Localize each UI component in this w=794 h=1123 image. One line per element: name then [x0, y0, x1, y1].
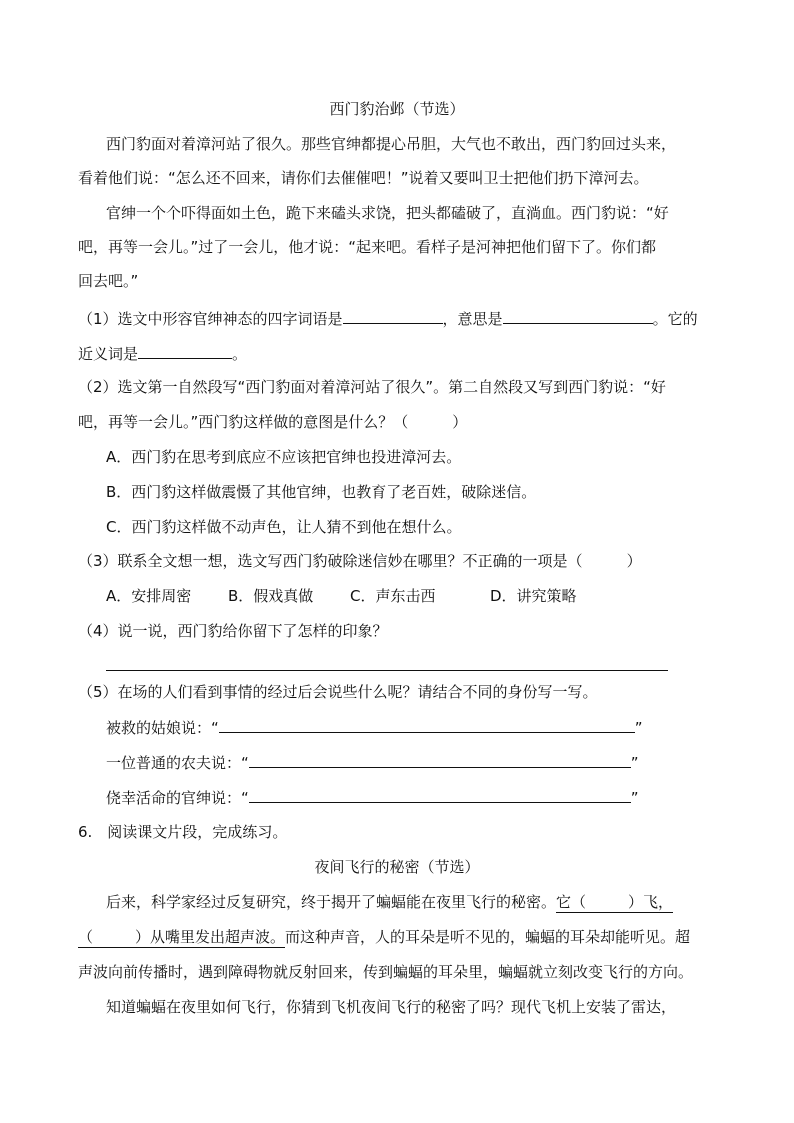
- question-5-response-1: [106, 716, 643, 739]
- question-2-line-2: [78, 411, 467, 433]
- question-5-response-3: [106, 786, 639, 809]
- passage-2-line-4: 知道蝙蝠在夜里如何飞行，你猜到飞机夜间飞行的秘密了吗？现代飞机上安装了雷达，: [106, 998, 677, 1016]
- question-1-text-e: 。: [232, 345, 248, 363]
- question-1-text-d: 近义词是: [78, 345, 139, 363]
- close-quote: ”: [630, 789, 639, 807]
- answer-blank-synonym[interactable]: [138, 342, 232, 359]
- question-6-heading: 6. 阅读课文片段，完成练习。: [78, 823, 288, 841]
- question-3-line-1: [78, 550, 642, 572]
- question-1-text-c: 。它的: [652, 310, 698, 328]
- passage-2-text-a: 后来，科学家经过反复研究，终于揭开了蝙蝠能在夜里飞行的秘密。: [106, 893, 557, 911]
- paragraph-2-line-3: 回去吧。”: [78, 272, 139, 290]
- question-2-text: 吧，再等一会儿。”西门豹这样做的意图是什么？（: [78, 413, 409, 431]
- paragraph-2-line-2: 吧，再等一会儿。”过了一会儿，他才说：“起来吧。看样子是河神把他们留下了。你们都: [78, 238, 657, 256]
- question-1-line-1: [78, 307, 698, 330]
- passage-2-text-b: 而这种声音，人的耳朵是听不见的，蝙蝠的耳朵却能听见。超: [285, 928, 691, 946]
- passage-2-line-1: [106, 891, 673, 913]
- answer-line-q4[interactable]: [106, 670, 668, 671]
- response-label-official: 侥幸活命的官绅说：“: [106, 789, 249, 807]
- response-label-girl: 被救的姑娘说：“: [106, 719, 219, 737]
- answer-blank-meaning[interactable]: [503, 307, 653, 324]
- answer-line-official[interactable]: [249, 786, 631, 803]
- question-3-option-c[interactable]: C．声东击西: [350, 587, 436, 605]
- question-3-option-b[interactable]: B．假戏真做: [228, 587, 314, 605]
- answer-line-farmer[interactable]: [249, 751, 631, 768]
- underlined-sentence-a: 它（ ）飞，: [556, 893, 674, 911]
- response-label-farmer: 一位普通的农夫说：“: [106, 754, 249, 772]
- paragraph-1-line-1: 西门豹面对着漳河站了很久。那些官绅都提心吊胆，大气也不敢出，西门豹回过头来，: [106, 135, 677, 153]
- answer-line-girl[interactable]: [219, 716, 635, 733]
- question-4-line-1: （4）说一说，西门豹给你留下了怎样的印象？: [78, 622, 388, 640]
- question-1-text-b: ，意思是: [442, 310, 503, 328]
- passage-2-line-2: [78, 926, 690, 948]
- question-2-option-c[interactable]: C．西门豹这样做不动声色，让人猜不到他在想什么。: [106, 518, 462, 536]
- question-2-option-a[interactable]: A．西门豹在思考到底应不应该把官绅也投进漳河去。: [106, 448, 462, 466]
- close-quote: ”: [630, 754, 639, 772]
- close-quote: ”: [634, 719, 643, 737]
- question-3-option-d[interactable]: D．讲究策略: [490, 587, 577, 605]
- passage-2-title: 夜间飞行的秘密（节选）: [314, 858, 480, 876]
- paragraph-1-line-2: 看着他们说：“怎么还不回来，请你们去催催吧！”说着又要叫卫士把他们扔下漳河去。: [78, 169, 649, 187]
- question-5-response-2: [106, 751, 639, 774]
- passage-title: 西门豹治邺（节选）: [329, 100, 465, 118]
- question-1-line-2: [78, 342, 247, 365]
- question-1-text-a: （1）选文中形容官绅神态的四字词语是: [78, 310, 343, 328]
- paragraph-2-line-1: 官绅一个个吓得面如土色，跪下来磕头求饶，把头都磕破了，直淌血。西门豹说：“好: [106, 204, 669, 222]
- answer-blank-phrase[interactable]: [343, 307, 443, 324]
- question-3-text: （3）联系全文想一想，选文写西门豹破除迷信妙在哪里？不正确的一项是（: [78, 552, 583, 570]
- question-5-line-1: （5）在场的人们看到事情的经过后会说些什么呢？请结合不同的身份写一写。: [78, 683, 598, 701]
- question-2-option-b[interactable]: B．西门豹这样做震慑了其他官绅，也教育了老百姓，破除迷信。: [106, 483, 537, 501]
- question-2-line-1: （2）选文第一自然段写“西门豹面对着漳河站了很久”。第二自然段又写到西门豹说：“好: [78, 378, 666, 396]
- passage-2-line-3: 声波向前传播时，遇到障碍物就反射回来，传到蝙蝠的耳朵里，蝙蝠就立刻改变飞行的方向。: [78, 963, 694, 981]
- question-2-close-bracket: ）: [452, 413, 468, 431]
- underlined-sentence-b: （ ）从嘴里发出超声波。: [78, 928, 286, 946]
- question-3-close-bracket: ）: [626, 552, 642, 570]
- question-3-option-a[interactable]: A．安排周密: [106, 587, 192, 605]
